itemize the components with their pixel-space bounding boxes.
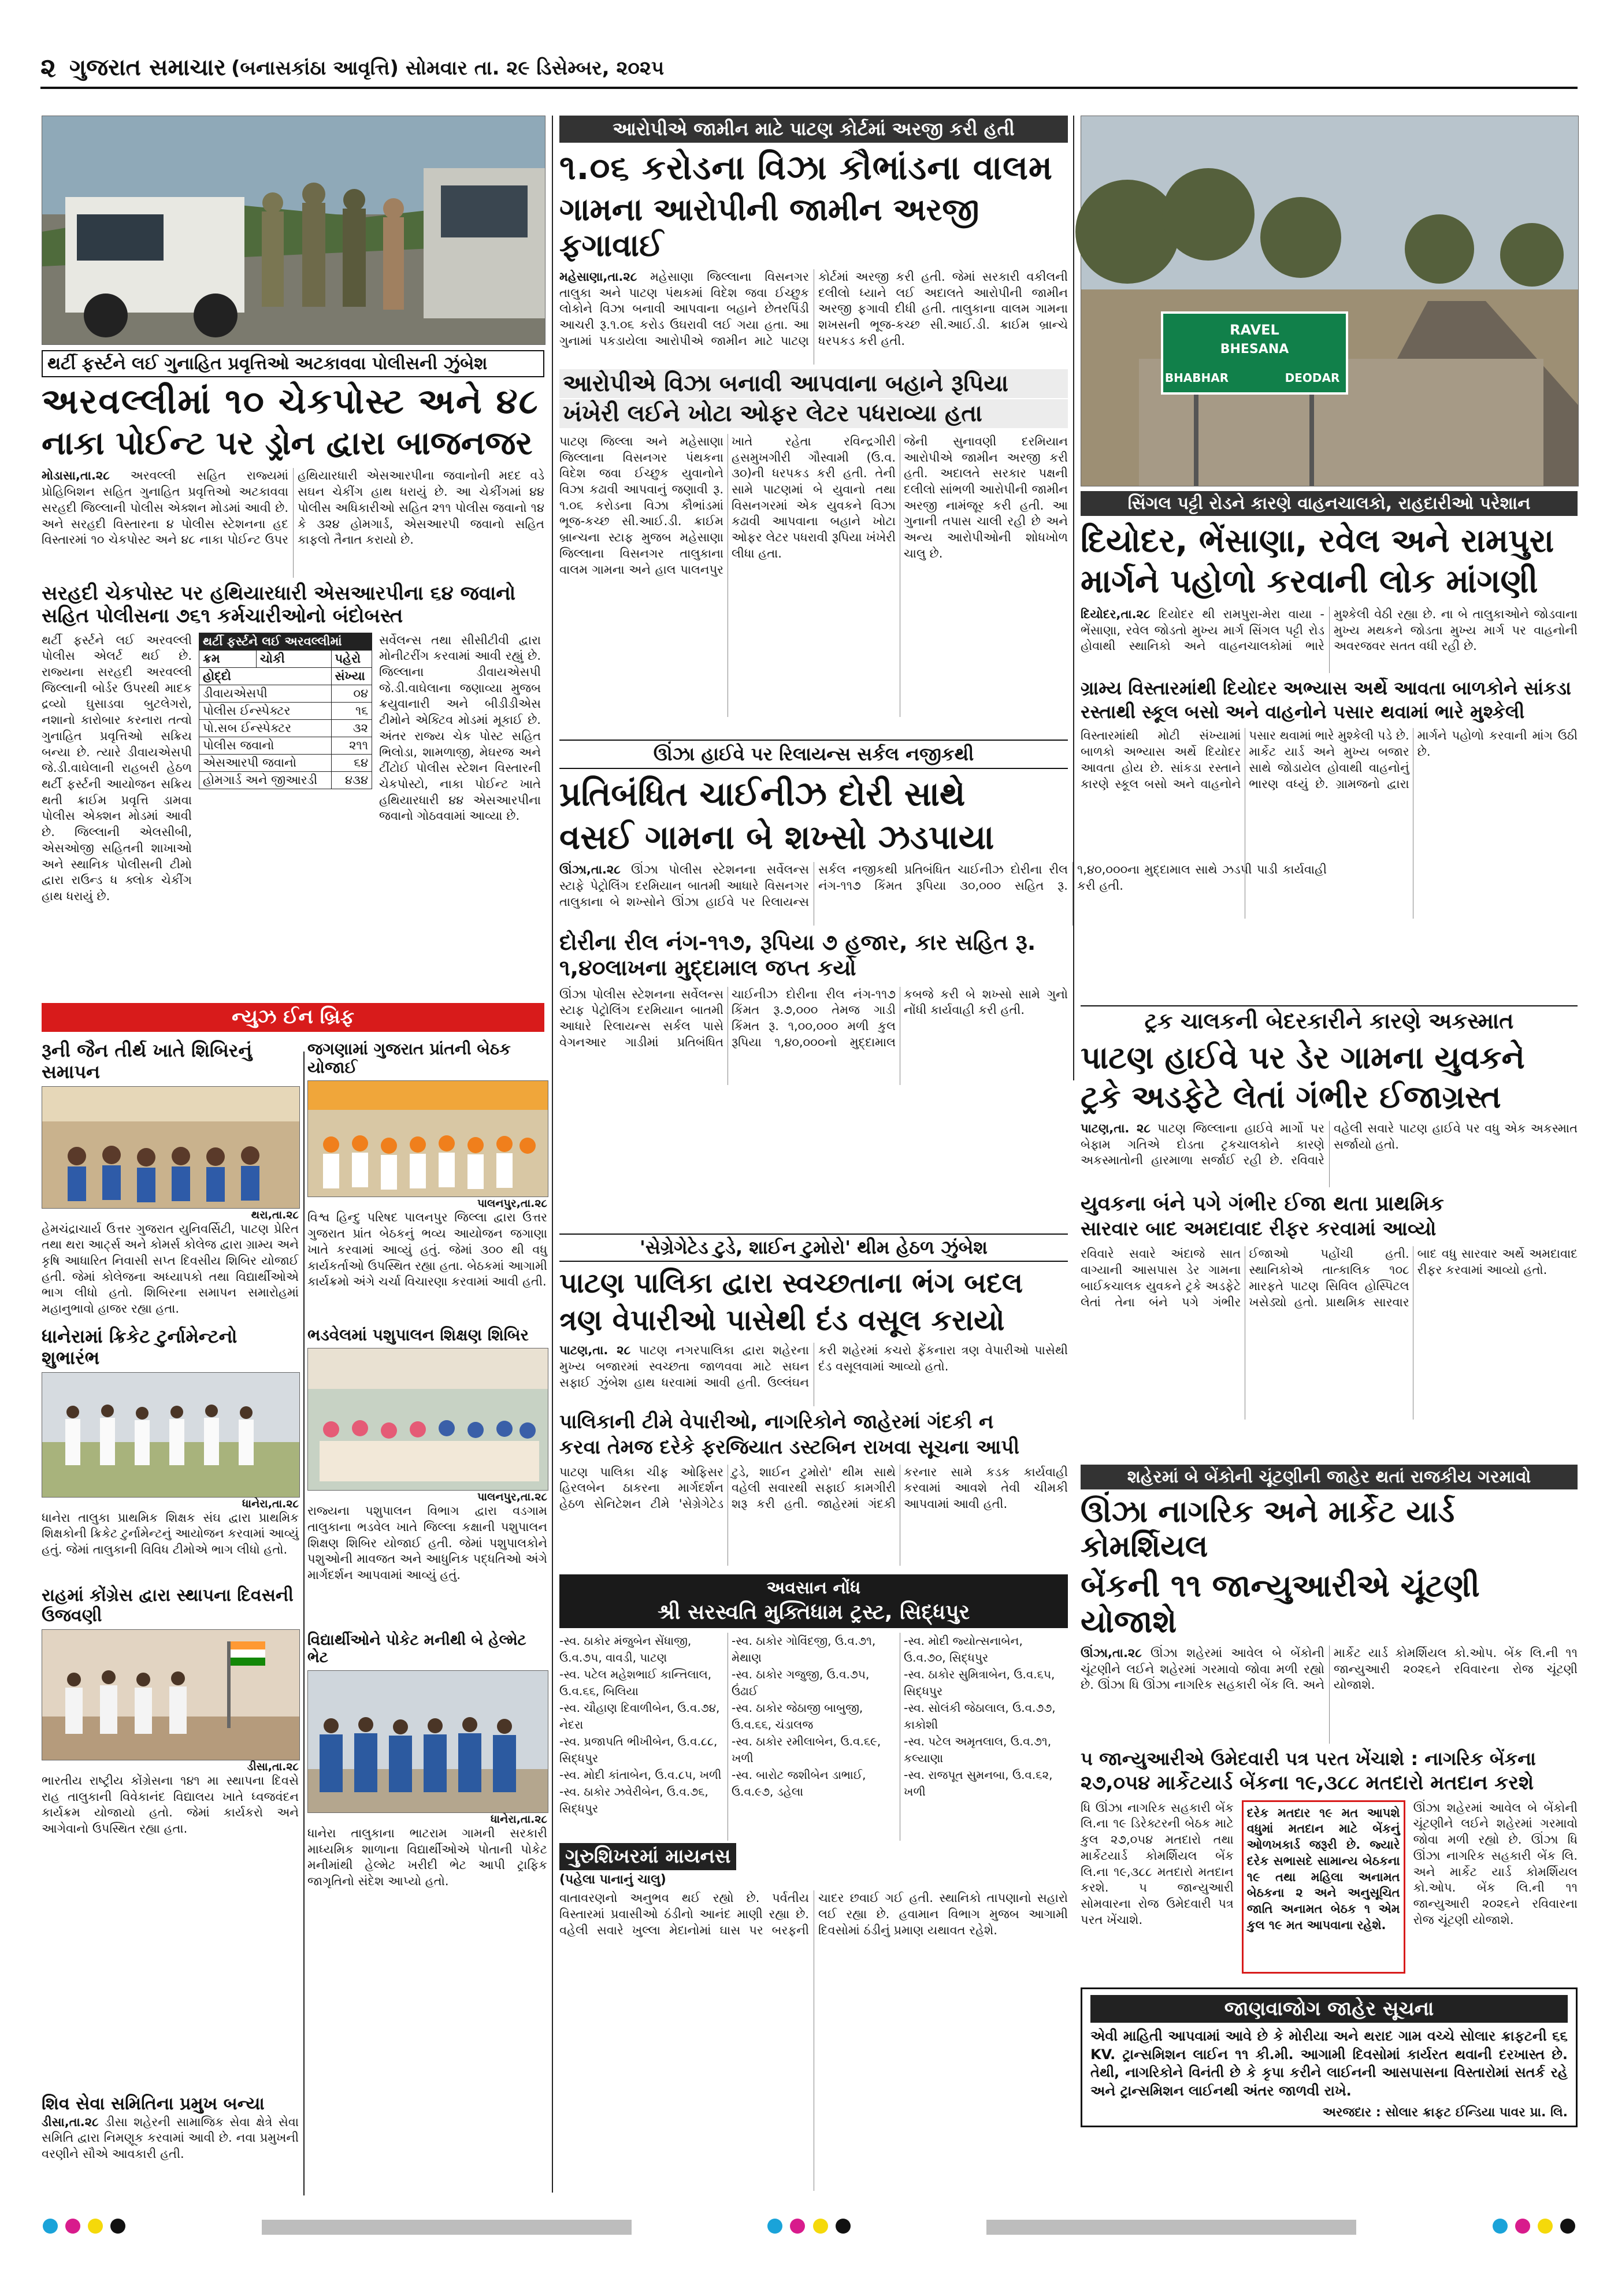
story-headline: ગુરુશિખરમાં માયનસ: [559, 1843, 736, 1870]
story-body: પાટણ,તા. ૨૮ પાટણ નગરપાલિકા દ્વારા શહેરના મુખ્ય બજારમાં સ્વચ્છતા જાળવવા માટે સઘન સફાઈ ઝુંબેશ હાથ ધરવામાં આવી હતી. ઉલ્લંઘન કરી શહેરમાં કચરો ફેંકનારા ત્રણ વેપારીઓ પાસેથી દંડ વસૂલવામાં આવ્યો હતો.: [559, 1343, 1068, 1390]
story-subhead: પાલિકાની ટીમે વેપારીઓ, નાગરિકોને જાહેરમાં ગંદકી ન: [559, 1410, 994, 1434]
notice-body: એવી માહિતી આપવામાં આવે છે કે મોરીયા અને થરાદ ગામ વચ્ચે સોલાર ક્રાફટની ૬૬ KV. ટ્રાન્સમિશન લાઈન ૧૧ કી.મી. આગામી દિવસોમાં કાર્યરત થવાની દરખાસ્ત છે. તેથી, નાગરિકોને વિનંતી છે કે કૃપા કરીને લાઈનની આસપાસના વિસ્તારોમાં સતર્ક રહે અને ટ્રાન્સમિશન લાઈનથી અંતર જાળવી રાખે.: [1090, 2028, 1568, 2100]
brief-body: રાજ્યના પશુપાલન વિભાગ દ્વારા વડગામ તાલુકાના ભડવેલ ખાતે જિલ્લા કક્ષાની પશુપાલન શિક્ષણ શિબિર યોજાઈ હતી. જેમાં પશુપાલકોને પશુઓની માવજત અને આધુનિક પદ્ધતિઓ અંગે માર્ગદર્શન આપવામાં આવ્યું હતું.: [307, 1504, 547, 1582]
dateline: થરા,તા.૨૮: [251, 1208, 299, 1221]
story-body: ઊંઝા પોલીસ સ્ટેશનના સર્વેલન્સ સ્ટાફ પેટ્રોલિંગ દરમિયાન બાતમી આધારે રિલાયન્સ સર્કલ પાસે વેગનઆર ગાડીમાં પ્રતિબંધિત ચાઈનીઝ દોરીના રીલ નંગ-૧૧૭ કિંમત રૂ.૭,૦૦૦ તેમજ ગાડી કિંમત રૂ. ૧,૦૦,૦૦૦ મળી કુલ રૂપિયા ૧,૪૦,૦૦૦નો મુદ્દામાલ કબજે કરી બે શખ્સો સામે ગુનો નોંધી કાર્યવાહી કરી હતી.: [559, 987, 1068, 1049]
yellow-dot: [813, 2219, 828, 2234]
column-rule: [1073, 116, 1074, 1080]
obituary-title: અવસાન નોંધ: [766, 1578, 861, 1598]
registration-dots: [765, 2219, 852, 2236]
brief-cricket: [42, 1326, 299, 1603]
story-checkpost: [42, 350, 544, 904]
photo-caption: સિંગલ પટ્ટી રોડને કારણે વાહનચાલકો, રાહદારીઓ પરેશાન: [1081, 491, 1578, 516]
story-headline: પ્રતિબંધિત ચાઈનીઝ દોરી સાથે: [559, 774, 966, 813]
story-subhead: યુવકના બંને પગે ગંભીર ઈજા થતા પ્રાથમિક: [1081, 1191, 1444, 1216]
story-kicker: ઊંઝા હાઈવે પર રિલાયન્સ સર્કલ નજીકથી: [559, 740, 1068, 769]
story-headline: વસઈ ગામના બે શખ્સો ઝડપાયા: [559, 817, 994, 857]
table-head: ચોકી: [256, 650, 331, 667]
vhp-meeting-photo: [307, 1080, 548, 1197]
story-subhead: સારવાર બાદ અમદાવાદ રીફર કરવામાં આવ્યો: [1081, 1217, 1437, 1241]
cyan-dot: [767, 2219, 782, 2234]
magenta-dot: [790, 2219, 805, 2234]
story-headline: પાટણ પાલિકા દ્વારા સ્વચ્છતાના ભંગ બદલ: [559, 1266, 1023, 1299]
yellow-dot: [88, 2219, 103, 2234]
black-dot: [836, 2219, 851, 2234]
story-headline: અરવલ્લીમાં ૧૦ ચેકપોસ્ટ અને ૪૮: [42, 381, 539, 422]
brief-body: હેમચંદ્રાચાર્ય ઉત્તર ગુજરાત યુનિવર્સિટી, પાટણ પ્રેરિત તથા થરા આર્ટ્સ અને કોમર્સ કોલેજ દ્વારા ગ્રામ્ય અને કૃષિ આધારિત નિવાસી સપ્ત દિવસીય શિબિર યોજાઈ હતી. જેમાં કોલેજના અધ્યાપકો તથા વિદ્યાર્થીઓએ ભાગ લીધો હતો. શિબિરના સમાપન સમારોહમાં મહાનુભાવો હાજર રહ્યા હતા.: [42, 1221, 299, 1316]
brief-title: ભડવેલમાં પશુપાલન શિક્ષણ શિબિર: [307, 1325, 529, 1344]
dateline: દિયોદર,તા.૨૮: [1081, 607, 1151, 621]
story-body: ધિ ઊંઝા નાગરિક સહકારી બેંક લિ.ના ૧૯ ડિરેક્ટરની બેઠક માટે કુલ ૨૭,૦૫૪ મતદારો તથા માર્કેટયાર્ડ કોમર્શિયલ બેંક લિ.ના ૧૯,૩૮૮ મતદારો મતદાન કરશે. ૫ જાન્યુઆરી સોમવારના રોજ ઉમેદવારી પત્ર પરત ખેંચાશે.: [1081, 1800, 1234, 1927]
story-body: ઊંઝા,તા.૨૮ ઊંઝા પોલીસ સ્ટેશનના સર્વેલન્સ સ્ટાફે પેટ્રોલિંગ દરમિયાન બાતમી આધારે વિસનગર તાલુકાના બે શખ્સોને ઊંઝા હાઈવે પર રિલાયન્સ સર્કલ નજીકથી પ્રતિબંધિત ચાઈનીઝ દોરીના રીલ નંગ-૧૧૭ કિંમત રૂપિયા ૩૦,૦૦૦ સહિત રૂ. ૧,૪૦,૦૦૦ના મુદ્દામાલ સાથે ઝડપી પાડી કાર્યવાહી કરી હતી.: [559, 863, 1327, 909]
brief-jain: [42, 1040, 299, 1328]
obituary-entry: -સ્વ. ચૌહાણ દિવાળીબેન, ઉ.વ.૭૪, નેદરા: [559, 1701, 720, 1732]
table-head: ક્રમ: [199, 650, 257, 667]
story-subhead: દોરીના રીલ નંગ-૧૧૭, રૂપિયા ૭ હજાર, કાર સહિત રૂ. ૧,૪૦લાખના મુદ્દામાલ જપ્ત કર્યો: [559, 930, 1036, 981]
obituary: [559, 1574, 1068, 1841]
grey-strip: [986, 2220, 1356, 2235]
voting-info-box: [1242, 1800, 1405, 1974]
brief-title: શિવ સેવા સમિતિના પ્રમુખ બન્યા: [42, 2094, 265, 2114]
page-number: ૨: [40, 52, 57, 83]
brief-body: ધાનેરા તાલુકાના ભાટરામ ગામની સરકારી માધ્યમિક શાળાના વિદ્યાર્થીઓએ પોતાની પોકેટ મનીમાંથી હેલ્મેટ ખરીદી ભેટ આપી ટ્રાફિક જાગૃતિનો સંદેશ આપ્યો હતો.: [307, 1826, 547, 1888]
story-body: દિયોદર,તા.૨૮ દિયોદર થી રામપુરા-મેરા વાયા - ભેંસાણા, રવેલ જોડતો મુખ્ય માર્ગ સિંગલ પટ્ટી રોડ હોવાથી સ્થાનિકો અને વાહનચાલકોમાં ભારે મુશ્કેલી વેઠી રહ્યા છે. ના બે તાલુકાઓને જોડવાના મુખ્ય મથકને જોડતા મુખ્ય માર્ગ પર વાહનોની અવરજવર સતત વધી રહી છે.: [1081, 607, 1578, 653]
brief-shiv: [42, 2094, 299, 2195]
story-subhead: રસ્તાથી સ્કૂલ બસો અને વાહનોને પસાર થવામાં ભારે મુશ્કેલી: [1081, 700, 1525, 723]
story-headline: ત્રણ વેપારીઓ પાસેથી દંડ વસૂલ કરાયો: [559, 1303, 1005, 1337]
story-subhead: આરોપીએ વિઝા બનાવી આપવાના બહાને રૂપિયા: [559, 369, 1068, 398]
story-body: વાતાવરણનો અનુભવ થઈ રહ્યો છે. પર્વતીય વિસ્તારમાં પ્રવાસીઓ ઠંડીનો આનંદ માણી રહ્યા છે. વહેલી સવારે ખુલ્લા મેદાનોમાં ઘાસ પર બરફની ચાદર છવાઈ ગઈ હતી. સ્થાનિકો તાપણાનો સહારો લઈ રહ્યા છે. હવામાન વિભાગ મુજબ આગામી દિવસોમાં ઠંડીનું પ્રમાણ યથાવત રહેશે.: [559, 1891, 1068, 1937]
cyan-dot: [43, 2219, 58, 2234]
obituary-entry: -સ્વ. પટેલ અમૃતલાલ, ઉ.વ.૭૧, કલ્યાણા: [904, 1734, 1052, 1765]
dateline: ઊંઝા,તા.૨૮: [559, 863, 621, 877]
obituary-entry: -સ્વ. ઠાકોર રમીલાબેન, ઉ.વ.૬૯, ખળી: [732, 1734, 881, 1765]
edition-line: (બનાસકાંઠા આવૃત્તિ) સોમવાર તા. ૨૯ ડિસેમ્બર, ૨૦૨૫: [231, 57, 665, 80]
obituary-entry: -સ્વ. પટેલ મહેશભાઈ કાન્તિલાલ, ઉ.વ.૬૬, બિલિયા: [559, 1667, 712, 1698]
story-body: રવિવારે સવારે અંદાજે સાત વાગ્યાની આસપાસ ડેર ગામના બાઈકચાલક યુવકને ટ્રકે અડફેટે લેતાં તેના બંને પગે ગંભીર ઈજાઓ પહોંચી હતી. સ્થાનિકોએ તાત્કાલિક ૧૦૮ મારફતે પાટણ સિવિલ હોસ્પિટલ ખસેડ્યો હતો. પ્રાથમિક સારવાર બાદ વધુ સારવાર અર્થે અમદાવાદ રીફર કરવામાં આવ્યો હતો.: [1081, 1247, 1578, 1309]
story-body: મહેસાણા,તા.૨૮ મહેસાણા જિલ્લાના વિસનગર તાલુકા અને પાટણ પંથકમાં વિદેશ જવા ઈચ્છુક લોકોને વિઝા બનાવી આપવાના બહાને છેતરપિંડી આચરી રૂ.૧.૦૬ કરોડ ઉઘરાવી લઈ ગયા હતા. આ ગુનામાં પકડાયેલા આરોપીએ જામીન માટે પાટણ કોર્ટમાં અરજી કરી હતી. જેમાં સરકારી વકીલની દલીલો ધ્યાને લઈ અદાલતે આરોપીની જામીન અરજી ફગાવી દીધી હતી. તાલુકાના વાલમ ગામના શખસની ભૂજ-કચ્છ સી.આઈ.ડી. ક્રાઈમ બ્રાન્ચે ધરપકડ કરી હતી.: [559, 269, 1068, 348]
public-notice: [1081, 1987, 1578, 2127]
story-kicker: થર્ટી ફર્સ્ટને લઈ ગુનાહિત પ્રવૃત્તિઓ અટકાવવા પોલીસની ઝુંબેશ: [42, 350, 544, 377]
notice-sign: અરજદાર : સોલાર ક્રાફટ ઈન્ડિયા પાવર પ્રા. લિ.: [1322, 2105, 1568, 2120]
cricket-photo: [42, 1372, 300, 1498]
notice-title: જાણવાજોગ જાહેર સૂચના: [1090, 1995, 1568, 2023]
dateline: ડીસા,તા.૨૮: [247, 1760, 299, 1773]
table-row: ડીવાયએસપી ૦૪: [199, 685, 372, 702]
story-subhead: સરહદી ચેકપોસ્ટ પર હથિયારધારી એસઆરપીના ૬૪ જવાનો સહિત પોલીસના ૭૬૧ કર્મચારીઓનો બંદોબસ્ત: [42, 582, 516, 628]
table-subhead: હોદ્દો: [199, 667, 332, 685]
dateline: ધાનેરા,તા.૨૮: [491, 1812, 547, 1826]
table-subhead: સંખ્યા: [331, 667, 372, 685]
story-body: વિસ્તારમાંથી મોટી સંખ્યામાં બાળકો અભ્યાસ અર્થે દિયોદર આવતા હોય છે. સાંકડા રસ્તાને કારણે સ્કૂલ બસો અને વાહનોને પસાર થવામાં ભારે મુશ્કેલી પડે છે. માર્કેટ યાર્ડ અને મુખ્ય બજાર સાથે જોડાયેલ હોવાથી વાહનોનું ભારણ વધ્યું છે. ગ્રામજનો દ્વારા માર્ગને પહોળો કરવાની માંગ ઉઠી છે.: [1081, 729, 1578, 791]
story-headline: ગામના આરોપીની જામીન અરજી ફગાવાઈ: [559, 191, 979, 263]
story-kicker: ટ્રક ચાલકની બેદરકારીને કારણે અકસ્માત: [1081, 1005, 1578, 1034]
story-headline: દિયોદર, ભેંસાણા, રવેલ અને રામપુરા: [1081, 522, 1554, 560]
story-subhead: ખંખેરી લઈને ખોટા ઓફર લેટર પધરાવ્યા હતા: [559, 399, 1068, 428]
obituary-entry: -સ્વ. બારોટ જશીબેન ડાભાઈ, ઉ.વ.૯૭, ડહેલા: [732, 1768, 866, 1799]
story-headline: પાટણ હાઈવે પર ડેર ગામના યુવકને: [1081, 1039, 1525, 1076]
column-rule: [303, 1052, 305, 2195]
story-road: [1081, 491, 1578, 919]
deployment-table: [199, 633, 372, 789]
dateline: મોડાસા,તા.૨૮: [42, 469, 110, 483]
story-subhead: ૨૭,૦૫૪ માર્કેટયાર્ડ બેંકના ૧૯,૩૮૮ મતદારો મતદાન કરશે: [1081, 1771, 1534, 1795]
dateline: મહેસાણા,તા.૨૮: [559, 269, 637, 284]
story-body: પાટણ પાલિકા ચીફ ઓફિસર હિરલબેન ઠાકરના માર્ગદર્શન હેઠળ સેનિટેશન ટીમે 'સેગ્રેગેટેડ ટુડે, શાઈન ટુમોરો' થીમ સાથે વહેલી સવારથી સફાઈ કામગીરી શરૂ કરી હતી. જાહેરમાં ગંદકી કરનાર સામે કડક કાર્યવાહી કરવામાં આવશે તેવી ચીમકી આપવામાં આવી હતી.: [559, 1465, 1068, 1511]
road-sign-photo: [1081, 116, 1579, 486]
story-kicker: આરોપીએ જામીન માટે પાટણ કોર્ટમાં અરજી કરી હતી: [559, 116, 1068, 143]
black-dot: [110, 2219, 125, 2234]
brief-jagannath: [307, 1040, 547, 1340]
magenta-dot: [1515, 2219, 1530, 2234]
news-in-brief-bar: ન્યુઝ ઈન બ્રિફ: [42, 1003, 544, 1032]
paper-name: ગુજરાત સમાચાર: [69, 54, 226, 81]
brief-title: ધાનેરામાં ક્રિકેટ ટુર્નામેન્ટનો શુભારંભ: [42, 1325, 237, 1369]
sign-text: RAVEL: [1230, 322, 1279, 338]
obituary-entry: -સ્વ. મોદી કાંતાબેન, ઉ.વ.૮૫, ખળી: [559, 1768, 722, 1782]
obituary-entry: -સ્વ. ઠાકોર સુમિત્રાબેન, ઉ.વ.૬૫, સિદ્ધપુર: [904, 1667, 1055, 1698]
brief-title: રૂની જૈન તીર્થ ખાતે શિબિરનું સમાપન: [42, 1039, 253, 1083]
obituary-entry: -સ્વ. સોલંકી જેઠાલાલ, ઉ.વ.૭૭, કાકોશી: [904, 1701, 1056, 1732]
story-body: મોડાસા,તા.૨૮ અરવલ્લી સહિત રાજ્યમાં પ્રોહિબિશન સહિત ગુનાહિત પ્રવૃત્તિઓ અટકાવવા સરહદી જિલ્લાની પોલીસ એક્શન મોડમાં આવી છે. અને સરહદી વિસ્તારના ૪ પોલીસ સ્ટેશનના હદ વિસ્તારમાં ૧૦ ચેકપોસ્ટ અને ૪૮ નાકા પોઈન્ટ ઉપર હથિયારધારી એસઆરપીના જવાનોની મદદ વડે સઘન ચેકીંગ હાથ ધરાયું છે. આ ચેકીંગમાં ૪૪ પોલીસ અધિકારીઓ સહિત ૨૧૧ પોલીસ જવાનો ૧૪ કે ૩૨૪ હોમગાર્ડ, એસઆરપી જવાનો સહિત કાફલો તૈનાત કરાયો છે.: [42, 469, 544, 547]
story-unjha: [1081, 1465, 1578, 1974]
pashupalan-photo: [307, 1348, 548, 1491]
story-subhead: ગ્રામ્ય વિસ્તારમાંથી દિયોદર અભ્યાસ અર્થે આવતા બાળકોને સાંકડા: [1081, 677, 1571, 699]
dateline: પાટણ,તા. ૨૮: [559, 1343, 631, 1358]
registration-dots: [1490, 2219, 1578, 2236]
story-body: સર્વેલન્સ તથા સીસીટીવી દ્વારા મોનીટરીંગ કરવામાં આવી રહ્યું છે. જિલ્લાના ડીવાયએસપી જે.ડી.વાઘેલાના જણાવ્યા મુજબ ક્રયુવાનારી અને બીડીડીએસ ટીમોને એક્ટિવ મોડમાં મૂકાઈ છે. અંતર રાજ્ય ચેક પોસ્ટ સહિત ભિલોડા, શામળાજી, મેઘરજ અને ટીંટોઈ પોલીસ સ્ટેશન વિસ્તારની ચેકપોસ્ટો, નાકા પોઈન્ટ ખાતે હથિયારધારી ૪૪ એસઆરપીના જવાનો ગોઠવવામાં આવ્યા છે.: [379, 633, 541, 823]
table-head: પહેરો: [331, 650, 372, 667]
obituary-entry: -સ્વ. પ્રજાપતિ ભીખીબેન, ઉ.વ.૮૮, સિદ્ધપુર: [559, 1734, 718, 1765]
obituary-entry: -સ્વ. રાજપૂત સુમનબા, ઉ.વ.૬૨, ખળી: [904, 1768, 1053, 1799]
obituary-org: શ્રી સરસ્વતિ મુક્તિધામ ટ્રસ્ટ, સિદ્ધપુર: [657, 1600, 970, 1624]
story-gurushikhar: [559, 1843, 1068, 2191]
table-row: એસઆરપી જવાનો ૬૪: [199, 754, 372, 771]
story-kicker: શહેરમાં બે બેંકોની ચૂંટણીની જાહેર થતાં રાજકીય ગરમાવો: [1081, 1465, 1578, 1489]
grey-strip: [262, 2220, 632, 2235]
brief-congress: [42, 1586, 299, 1877]
sign-text: BHESANA: [1220, 342, 1289, 356]
brief-title: વિદ્યાર્થીઓને પોકેટ મનીથી બે હેલ્મેટ ભેટ: [307, 1632, 526, 1666]
story-headline: નાકા પોઈન્ટ પર ડ્રોન દ્વારા બાજનજર: [42, 425, 533, 462]
brief-body: ભારતીય રાષ્ટ્રીય કોંગ્રેસના ૧૪૧ મા સ્થાપના દિવસે રાહ તાલુકાની વિવેકાનંદ વિદ્યાલય ખાતે ધ્વજવંદન કાર્યક્રમ યોજાયો હતો. જેમાં કાર્યકરો અને આગેવાનો ઉપસ્થિત રહ્યા હતા.: [42, 1774, 299, 1836]
brief-title: રાહમાં કોંગ્રેસ દ્વારા સ્થાપના દિવસની ઉજવણી: [42, 1585, 294, 1626]
column-rule: [552, 116, 553, 2193]
story-headline: ટ્રકે અડફેટે લેતાં ગંભીર ઈજાગ્રસ્ત: [1081, 1078, 1501, 1115]
jain-shibir-photo: [42, 1086, 300, 1209]
brief-students: [307, 1632, 547, 1973]
brief-body: ડીસા,તા.૨૮ ડીસા શહેરની સામાજિક સેવા ક્ષેત્રે સેવા સમિતિ દ્વારા નિમણૂક કરવામાં આવી છે. નવા પ્રમુખની વરણીને સૌએ આવકારી હતી.: [42, 2115, 299, 2161]
dateline: ધાનેરા,તા.૨૮: [242, 1497, 299, 1510]
table-row: પોલીસ જવાનો ૨૧૧: [199, 737, 372, 754]
continued-note: (પહેલા પાનાનું ચાલુ): [559, 1873, 666, 1888]
registration-dots: [40, 2219, 128, 2236]
yellow-dot: [1538, 2219, 1553, 2234]
story-body: થર્ટી ફર્સ્ટને લઈ અરવલ્લી પોલીસ એલર્ટ થઈ છે. રાજ્યના સરહદી અરવલ્લી જિલ્લાની બોર્ડર ઉપરથી માદક દ્રવ્યો ઘુસાડવા બુટલેગરો, નશાનો કારોબાર કરનારા તત્વો ગુનાહિત પ્રવૃત્તિઓ સક્રિય બન્યા છે. ત્યારે ડીવાયએસપી જે.ડી.વાઘેલાની રાહબરી હેઠળ થર્ટી ફર્સ્ટની આયોજન સક્રિય થતી ક્રાઈમ પ્રવૃત્તિ ડામવા પોલીસ એક્શન મોડમાં આવી છે. જિલ્લાની એલસીબી, એસઓજી સહિતની શાખાઓ અને સ્થાનિક પોલીસની ટીમો દ્વારા રાઉન્ડ ધ ક્લોક ચેકીંગ હાથ ધરાયું છે.: [42, 633, 192, 904]
obituary-entry: -સ્વ. ઠાકોર ગોવિંદજી, ઉ.વ.૭૧, મેથાણ: [732, 1634, 876, 1665]
story-body: ઊંઝા શહેરમાં આવેલ બે બેંકોની ચૂંટણીને લઈને શહેરમાં ગરમાવો જોવા મળી રહ્યો છે. ઊંઝા ધિ ઊંઝા નાગરિક સહકારી બેંક લિ. અને માર્કેટ યાર્ડ કોમર્શિયલ કો.ઓપ. બેંક લિ.ની ૧૧ જાન્યુઆરી ૨૦૨૬ને રવિવારના રોજ ચૂંટણી યોજાશે.: [1413, 1800, 1578, 1927]
dateline: પાલનપુર,તા.૨૮: [477, 1491, 547, 1504]
table-row: પોલીસ ઈન્સ્પેક્ટર ૧૬: [199, 702, 372, 719]
story-headline: બેંકની ૧૧ જાન્યુઆરીએ ચૂંટણી યોજાશે: [1081, 1567, 1480, 1640]
brief-pashupalan: [307, 1326, 547, 1607]
box-text: દરેક મતદાર ૧૯ મત આપશે વધુમાં મતદાન માટે બેંકનું ઓળખકાર્ડ જરૂરી છે. જ્યારે દરેક સભાસદે સામાન્ય બેઠકના ૧૯ તથા મહિલા અનામત બેઠકના ૨ અને અનુસૂચિત જાતિ અનામત બેઠક ૧ એમ કુલ ૧૯ મત આપવાના રહેશે.: [1246, 1805, 1400, 1932]
sign-text: DEODAR: [1285, 371, 1340, 385]
masthead: [40, 51, 1578, 89]
table-row: હોમગાર્ડ અને જીઆરડી ૪૩૪: [199, 771, 372, 789]
story-subhead: ૫ જાન્યુઆરીએ ઉમેદવારી પત્ર પરત ખેંચાશે : નાગરિક બેંકના: [1081, 1747, 1536, 1770]
brief-title: જગણામાં ગુજરાત પ્રાંતની બેઠક યોજાઈ: [307, 1039, 511, 1078]
black-dot: [1560, 2219, 1575, 2234]
story-visa: [559, 116, 1068, 717]
story-subhead: કરવા તેમજ દરેકે ફરજિયાત ડસ્ટબિન રાખવા સૂચના આપી: [559, 1435, 1020, 1459]
congress-photo: [42, 1629, 300, 1760]
dateline: પાટણ,તા. ૨૮: [1081, 1121, 1151, 1135]
story-truck: [1081, 1005, 1578, 1420]
obituary-entry: -સ્વ. ઠાકોર ઝવેરીબેન, ઉ.વ.૭૬, સિદ્ધપુર: [559, 1785, 708, 1815]
obituary-entry: -સ્વ. ઠાકોર ગજુજી, ઉ.વ.૭૫, ઉંઢાઈ: [732, 1667, 870, 1698]
story-patan: [559, 1234, 1068, 1566]
table-row: પો.સબ ઈન્સ્પેક્ટર ૩૨: [199, 719, 372, 737]
cyan-dot: [1493, 2219, 1508, 2234]
dateline: ઊંઝા,તા.૨૮: [1081, 1645, 1142, 1660]
story-headline: માર્ગને પહોળો કરવાની લોક માંગણી: [1081, 563, 1538, 601]
students-photo: [307, 1670, 548, 1813]
table-title: થર્ટી ફર્સ્ટને લઈ અરવલ્લીમાં: [199, 633, 372, 650]
obituary-entry: -સ્વ. ઠાકોર મંજુબેન સેંધાજી, ઉ.વ.૭૫, વાવડી, પાટણ: [559, 1634, 692, 1665]
story-body: જેની સુનાવણી દરમિયાન આરોપીએ જામીન અરજી કરી હતી. અદાલતે સરકાર પક્ષની દલીલો સાંભળી આરોપીની જામીન અરજી નામંજૂર કરી હતી. આ ગુનાની તપાસ ચાલી રહી છે અને અન્ય આરોપીઓની શોધખોળ ચાલુ છે.: [904, 434, 1068, 560]
story-headline: ઊંઝા નાગરિક અને માર્કેટ યાર્ડ કોમર્શિયલ: [1081, 1495, 1455, 1564]
sign-text: BHABHAR: [1164, 371, 1229, 385]
story-kicker: 'સેગ્રેગેટેડ ટુડે, શાઈન ટુમોરો' થીમ હેઠળ ઝુંબેશ: [559, 1234, 1068, 1262]
police-checkpost-photo: [42, 116, 545, 345]
obituary-entry: -સ્વ. ઠાકોર જેઠાજી બાબુજી, ઉ.વ.૬૬, ચંડાલજ: [732, 1701, 863, 1732]
dateline: પાલનપુર,તા.૨૮: [477, 1197, 547, 1210]
story-body: ઊંઝા,તા.૨૮ ઊંઝા શહેરમાં આવેલ બે બેંકોની ચૂંટણીને લઈને શહેરમાં ગરમાવો જોવા મળી રહ્યો છે. ઊંઝા ધિ ઊંઝા નાગરિક સહકારી બેંક લિ. અને માર્કેટ યાર્ડ કોમર્શિયલ કો.ઓપ. બેંક લિ.ની ૧૧ જાન્યુઆરી ૨૦૨૬ને રવિવારના રોજ ચૂંટણી યોજાશે.: [1081, 1645, 1578, 1692]
story-body: પાટણ,તા. ૨૮ પાટણ જિલ્લાના હાઈવે માર્ગો પર બેફામ ગતિએ દોડતા ટ્રકચાલકોને કારણે અકસ્માતોની હારમાળા સર્જાઈ રહી છે. રવિવારે વહેલી સવારે પાટણ હાઈવે પર વધુ એક અકસ્માત સર્જાયો હતો.: [1081, 1121, 1578, 1168]
brief-body: વિશ્વ હિન્દુ પરિષદ પાલનપુર જિલ્લા દ્વારા ઉત્તર ગુજરાત પ્રાંત બેઠકનું ભવ્ય આયોજન જગાણા ખાતે કરવામાં આવ્યું હતું. જેમાં ૩૦૦ થી વધુ કાર્યકર્તાઓ ઉપસ્થિત રહ્યા હતા. બેઠકમાં આગામી કાર્યક્રમો અંગે ચર્ચા વિચારણા કરવામાં આવી હતી.: [307, 1210, 547, 1289]
brief-body: ધાનેરા તાલુકા પ્રાથમિક શિક્ષક સંઘ દ્વારા પ્રાથમિક શિક્ષકોની ક્રિકેટ ટુર્નામેન્ટનું આયોજન કરવામાં આવ્યું હતું. જેમાં તાલુકાની વિવિધ ટીમોએ ભાગ લીધો હતો.: [42, 1510, 299, 1557]
color-registration-bar: [40, 2216, 1578, 2239]
obituary-entry: -સ્વ. મોદી જ્યોત્સનાબેન, ઉ.વ.૭૦, સિદ્ધપુર: [904, 1634, 1023, 1665]
story-body: પાટણ જિલ્લા અને મહેસાણા જિલ્લાના વિસનગર પંથકના વિદેશ જવા ઈચ્છુક યુવાનોને વિઝા કઢાવી આપવાનું જણાવી રૂ. ૧.૦૬ કરોડના વિઝા કૌભાંડમાં ભૂજ-કચ્છ સી.આઈ.ડી. ક્રાઈમ બ્રાન્ચના સ્ટાફ મુજબ મહેસાણા જિલ્લાના વિસનગર તાલુકાના વાલમ ગામના અને હાલ પાલનપુર ખાતે રહેતા રવિન્દ્રગીરી હસમુખગીરી ગૌસ્વામી (ઉ.વ. ૩૦)ની ધરપકડ કરી હતી. તેની સામે પાટણમાં બે યુવાનો તથા વિસનગરમાં એક યુવકને વિઝા કઢાવી આપવાના બહાને ખોટા ઓફર લેટર પધરાવી રૂપિયા ખંખેરી લીધા હતા.: [559, 434, 896, 577]
magenta-dot: [65, 2219, 80, 2234]
story-headline: ૧.૦૬ કરોડના વિઝા કૌભાંડના વાલમ: [559, 148, 1053, 187]
